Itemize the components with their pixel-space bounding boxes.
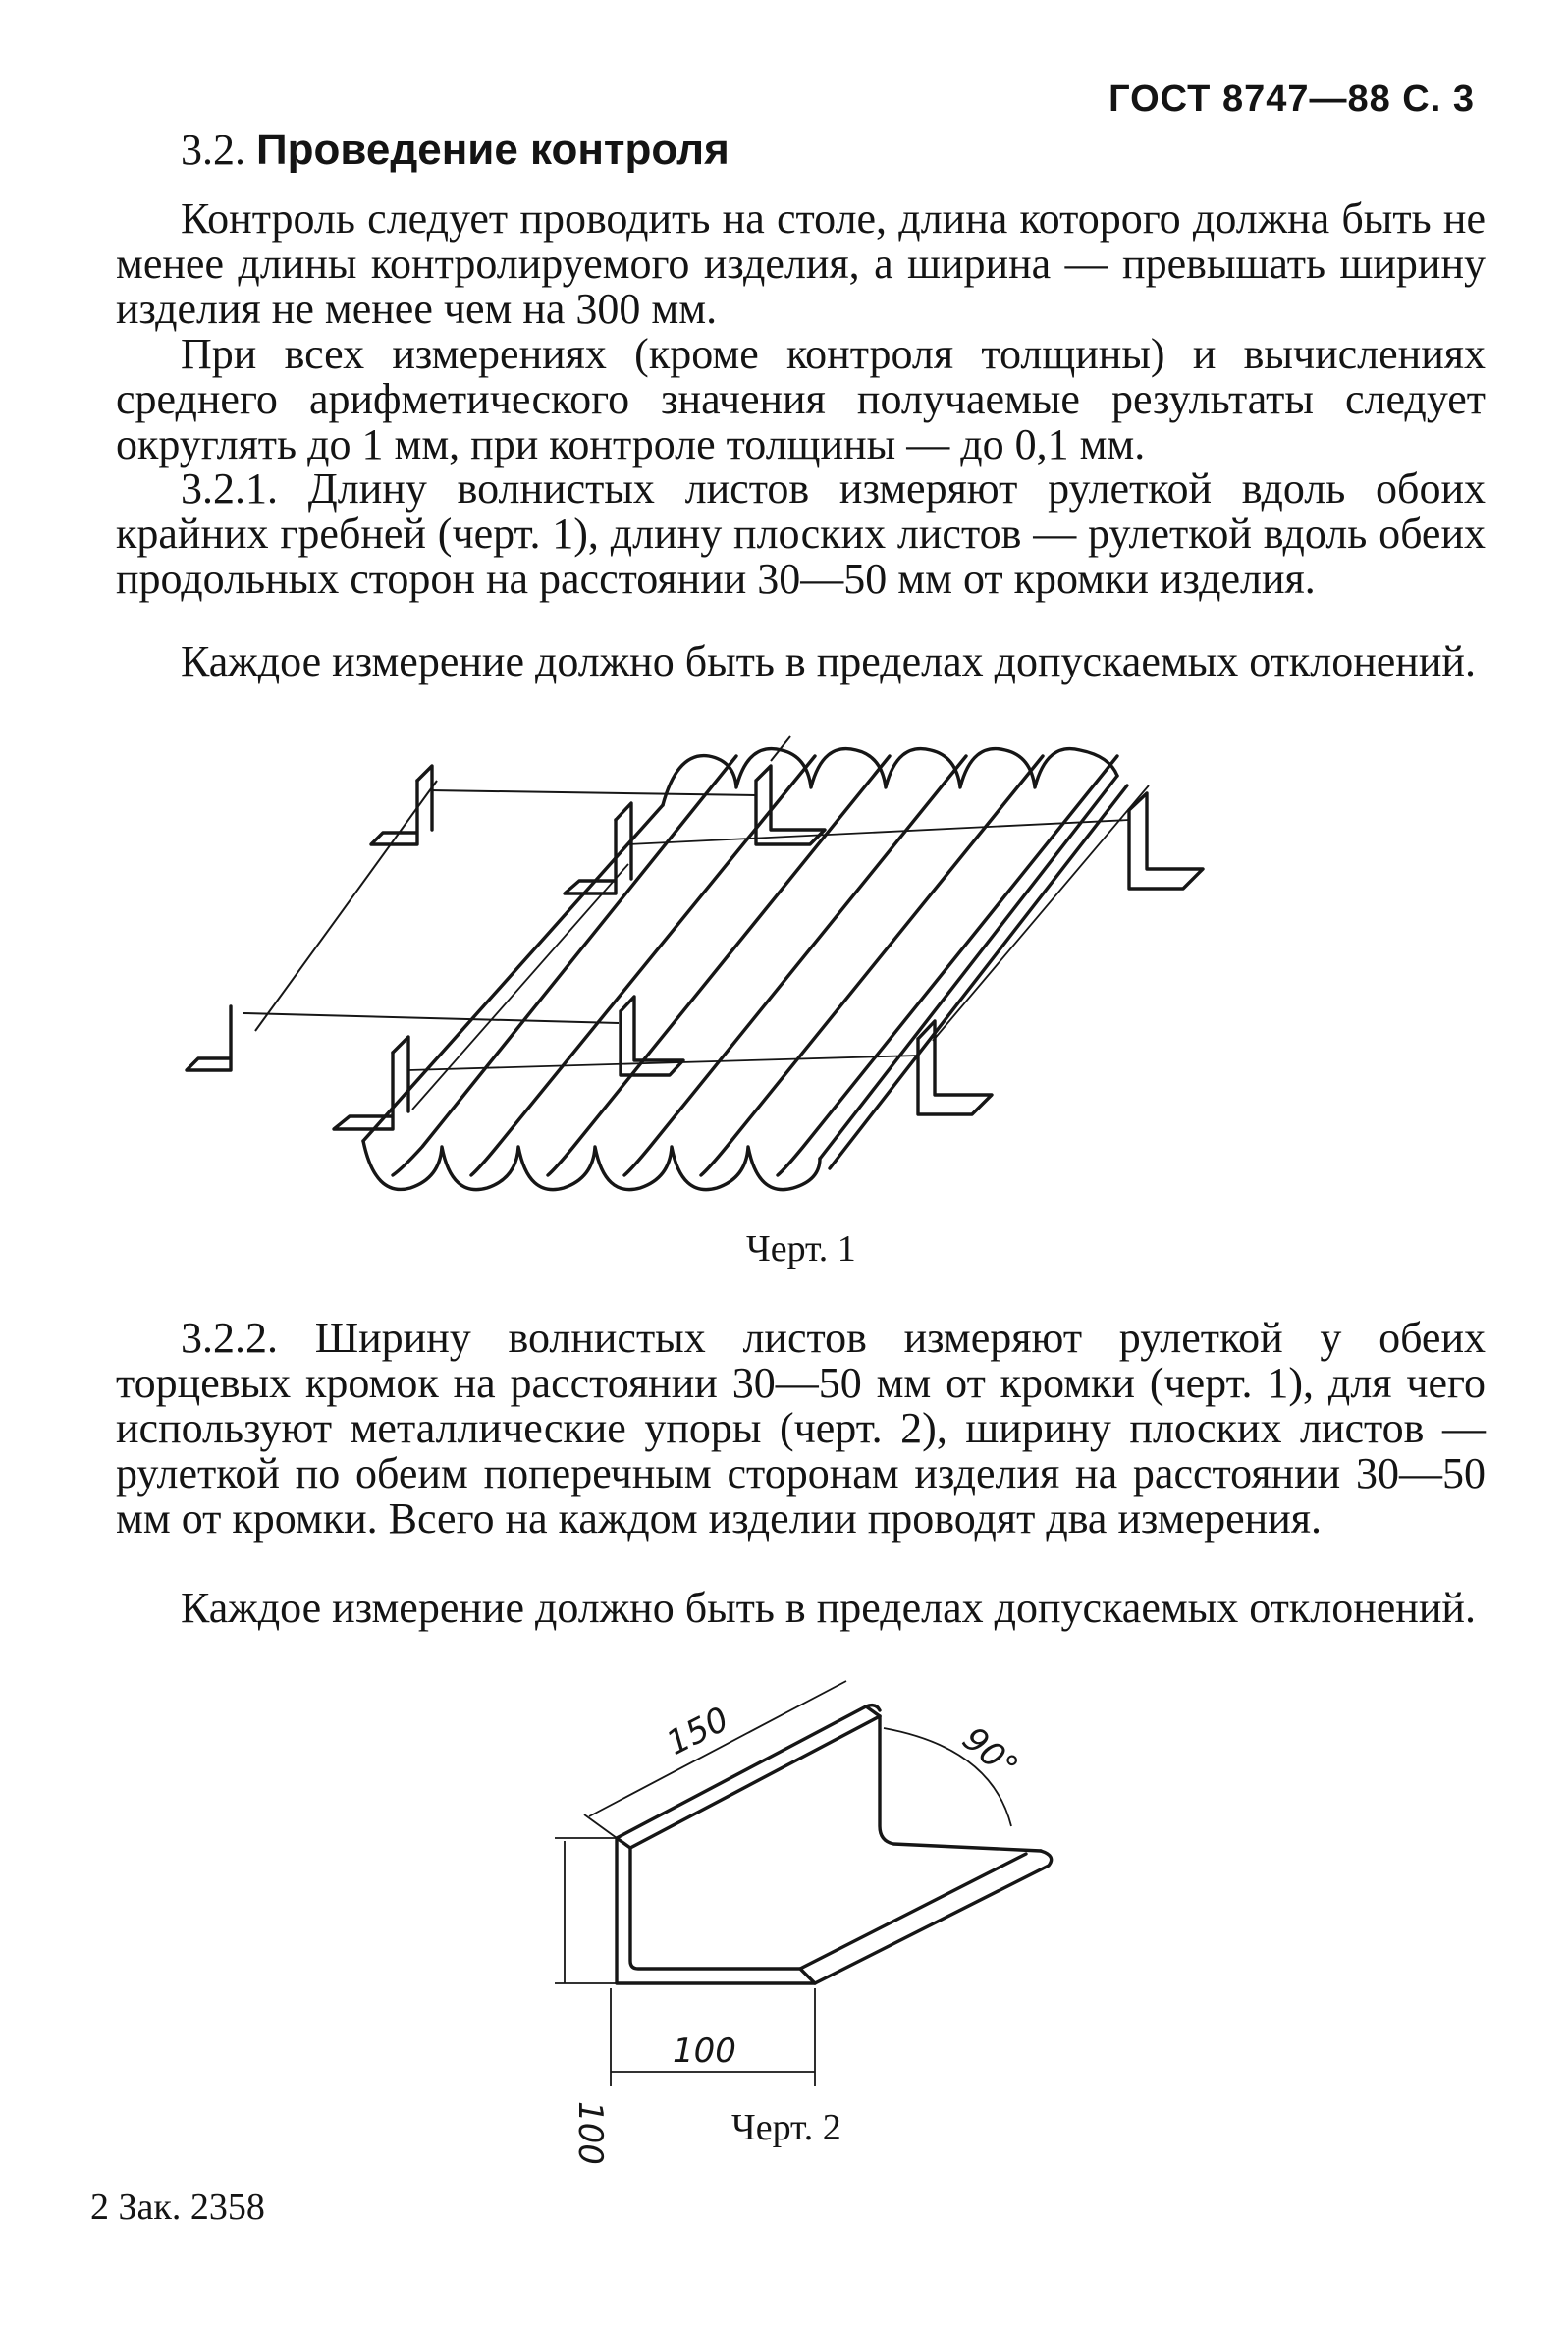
paragraph-6: Каждое измерение должно быть в пределах допускаемых отклонений.: [181, 1584, 1476, 1632]
dim-angle: 90°: [954, 1719, 1026, 1788]
paragraph-1: Контроль следует проводить на столе, длина которого должна быть не менее длины контролируемого изделия, а ширина — превышать ширину изделия не менее чем на 300 мм.: [116, 194, 1486, 333]
dim-width: 100: [673, 2031, 736, 2071]
page-footer: 2 Зак. 2358: [90, 2187, 265, 2228]
paragraph-5: 3.2.2. Ширину волнистых листов измеряют рулеткой у обеих торцевых кромок на расстоянии 30—50 мм от кромки (черт. 1), для чего используют металлические упоры (черт. 2), ширину плоских листов — рулеткой по обеим поперечным сторонам изделия на расстоянии 30—50 мм от кромки. Всего на каждом изделии проводят два измерения.: [116, 1314, 1486, 1543]
paragraph-3: 3.2.1. Длину волнистых листов измеряют рулеткой вдоль обоих крайних гребней (черт. 1), длину плоских листов — рулеткой вдоль обеих продольных сторон на расстоянии 30—50 мм от кромки изделия.: [116, 464, 1486, 603]
paragraph-4: Каждое измерение должно быть в пределах допускаемых отклонений.: [181, 637, 1476, 685]
figure-2-caption: Черт. 2: [731, 2107, 841, 2148]
section-title: Проведение контроля: [256, 126, 730, 174]
page-header: ГОСТ 8747—88 С. 3: [1108, 79, 1475, 120]
dim-height: 100: [570, 2101, 610, 2165]
figure-1-caption: Черт. 1: [746, 1228, 856, 1270]
section-number: 3.2.: [181, 126, 245, 174]
dim-length: 150: [660, 1699, 735, 1764]
paragraph-2: При всех измерениях (кроме контроля толщины) и вычислениях среднего арифметического значения получаемые результаты следует округлять до 1 мм, при контроле толщины — до 0,1 мм.: [116, 330, 1486, 468]
